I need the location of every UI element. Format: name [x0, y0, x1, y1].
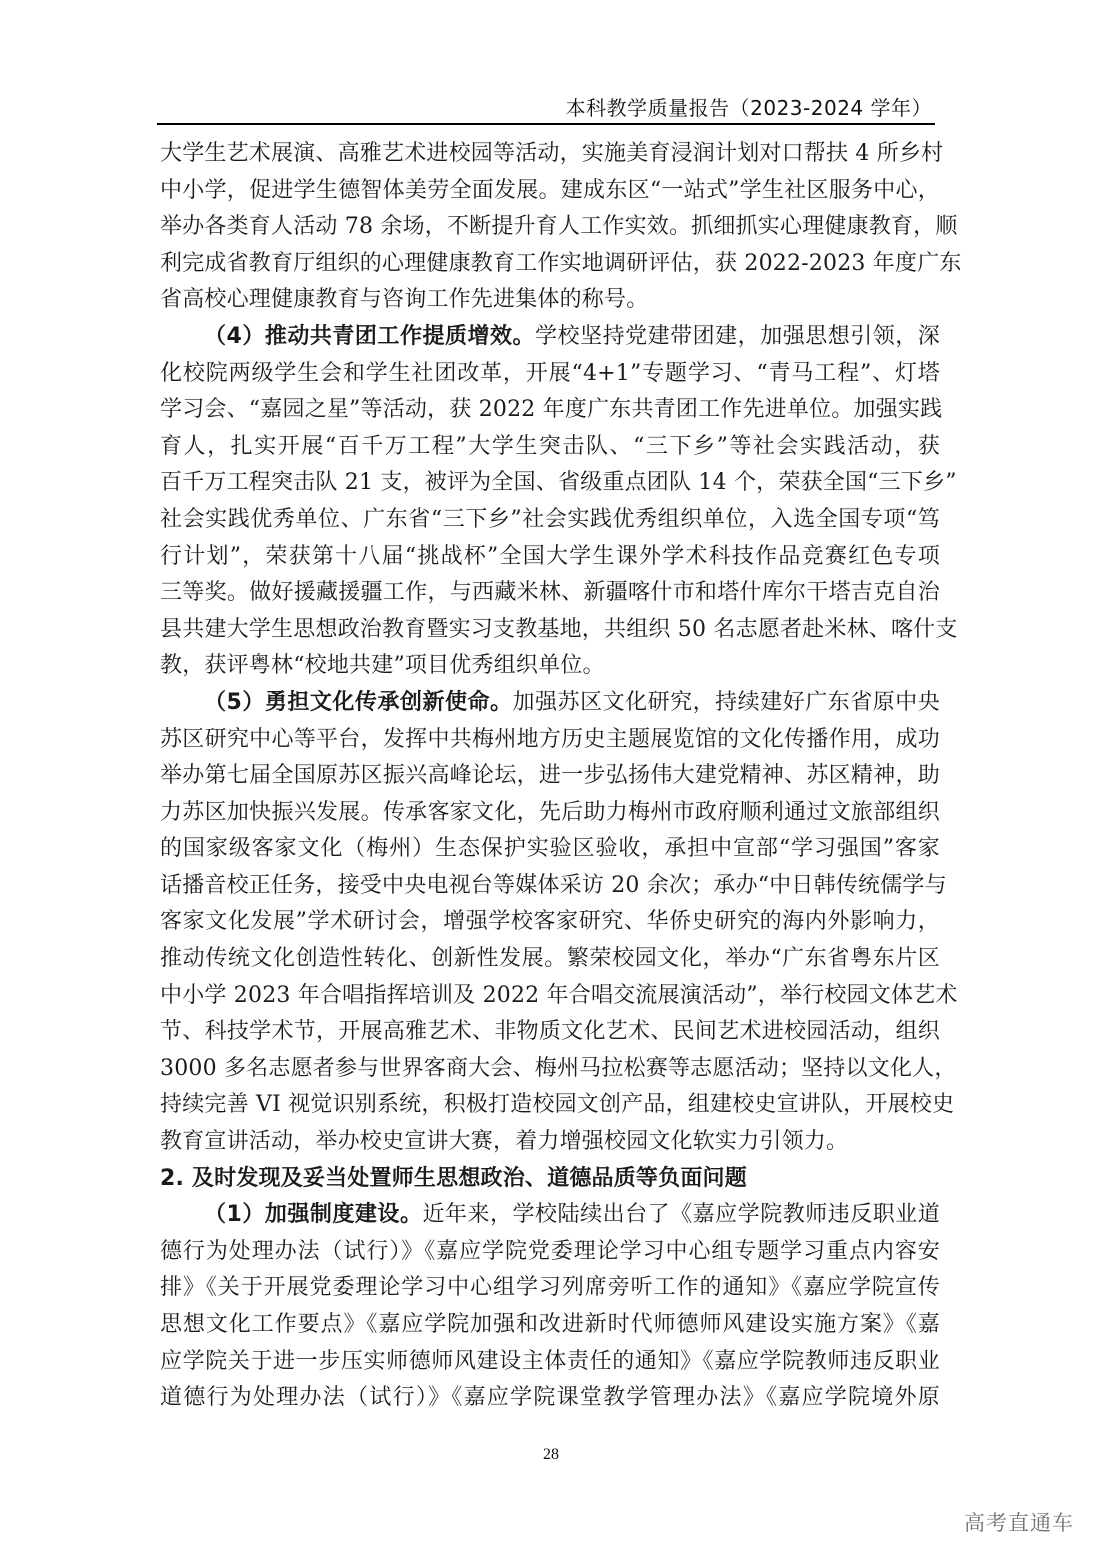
- paragraph-system-building: [160, 1197, 940, 1417]
- text-line: 三等奖。做好援藏援疆工作，与西藏米林、新疆喀什市和塔什库尔干塔吉克自治: [160, 580, 940, 606]
- paragraph-lead: （5）勇担文化传承创新使命。: [204, 689, 513, 715]
- text-line: 百千万工程突击队 21 支，被评为全国、省级重点团队 14 个，荣获全国“三下乡”: [160, 470, 957, 496]
- text-line: 推动传统文化创造性转化、创新性发展。繁荣校园文化，举办“广东省粤东片区: [160, 946, 940, 972]
- text-line: 排》《关于开展党委理论学习中心组学习列席旁听工作的通知》《嘉应学院宣传: [160, 1275, 940, 1301]
- text-line: 中小学 2023 年合唱指挥培训及 2022 年合唱交流展演活动”，举行校园文体艺术: [160, 982, 958, 1008]
- text-line: 育人，扎实开展“百千万工程”大学生突击队、“三下乡”等社会实践活动，获: [160, 433, 940, 459]
- text-line: [160, 319, 940, 356]
- text-line: 县共建大学生思想政治教育暨实习支教基地，共组织 50 名志愿者赴米林、喀什支: [160, 616, 958, 642]
- text-line: 利完成省教育厅组织的心理健康教育工作实地调研评估，获 2022-2023 年度广东: [160, 250, 962, 276]
- text-line: 化校院两级学生会和学生社团改革，开展“4+1”专题学习、“青马工程”、灯塔: [160, 360, 940, 386]
- text-line: [160, 1197, 940, 1234]
- paragraph-continuation: [160, 136, 962, 319]
- text-line: 学习会、“嘉园之星”等活动，获 2022 年度广东共青团工作先进单位。加强实践: [160, 397, 943, 423]
- paragraph-culture-heritage: [160, 685, 958, 1161]
- text-line: 教育宣讲活动，举办校史宣讲大赛，着力增强校园文化软实力引领力。: [160, 1129, 849, 1155]
- document-body: [160, 136, 962, 1417]
- page-number: 28: [543, 1446, 559, 1463]
- header-rule-divider: [157, 123, 935, 125]
- text-line: 思想文化工作要点》《嘉应学院加强和改进新时代师德师风建设实施方案》《嘉: [160, 1312, 940, 1337]
- text-line: 德行为处理办法（试行）》《嘉应学院党委理论学习中心组专题学习重点内容安: [160, 1238, 940, 1264]
- source-watermark: 高考直通车: [964, 1511, 1074, 1535]
- section-heading: 2. 及时发现及妥当处置师生思想政治、道德品质等负面问题: [160, 1165, 747, 1191]
- paragraph-text: 近年来，学校陆续出台了《嘉应学院教师违反职业道: [422, 1202, 940, 1228]
- text-line: 教，获评粤林“校地共建”项目优秀组织单位。: [160, 653, 605, 679]
- paragraph-text: 学校坚持党建带团建，加强思想引领，深: [535, 323, 941, 349]
- text-line: 应学院关于进一步压实师德师风建设主体责任的通知》《嘉应学院教师违反职业: [160, 1348, 940, 1374]
- paragraph-lead: （4）推动共青团工作提质增效。: [204, 323, 536, 349]
- text-line: 话播音校正任务，接受中央电视台等媒体采访 20 余次；承办“中日韩传统儒学与: [160, 872, 947, 898]
- text-line: 行计划”，荣获第十八届“挑战杯”全国大学生课外学术科技作品竞赛红色专项: [160, 543, 940, 569]
- text-line: [160, 685, 940, 722]
- text-line: 举办各类育人活动 78 余场，不断提升育人工作实效。抓细抓实心理健康教育，顺: [160, 214, 958, 240]
- paragraph-lead: （1）加强制度建设。: [204, 1202, 423, 1228]
- text-line: 3000 多名志愿者参与世界客商大会、梅州马拉松赛等志愿活动；坚持以文化人，: [160, 1055, 957, 1081]
- report-header-title: 本科教学质量报告（2023-2024 学年）: [565, 96, 932, 120]
- paragraph-text: 加强苏区文化研究，持续建好广东省原中央: [512, 689, 941, 715]
- text-line: 道德行为处理办法（试行）》《嘉应学院课堂教学管理办法》《嘉应学院境外原: [160, 1385, 940, 1411]
- text-line: 的国家级客家文化（梅州）生态保护实验区验收，承担中宣部“学习强国”客家: [160, 836, 940, 862]
- text-line: 苏区研究中心等平台，发挥中共梅州地方历史主题展览馆的文化传播作用，成功: [160, 726, 940, 752]
- text-line: 中小学，促进学生德智体美劳全面发展。建成东区“一站式”学生社区服务中心，: [160, 177, 940, 203]
- text-line: 社会实践优秀单位、广东省“三下乡”社会实践优秀组织单位，入选全国专项“笃: [160, 506, 940, 532]
- text-line: 省高校心理健康教育与咨询工作先进集体的称号。: [160, 287, 649, 313]
- text-line: 节、科技学术节，开展高雅艺术、非物质文化艺术、民间艺术进校园活动，组织: [160, 1019, 940, 1045]
- text-line: 大学生艺术展演、高雅艺术进校园等活动，实施美育浸润计划对口帮扶 4 所乡村: [160, 141, 944, 166]
- text-line: 举办第七届全国原苏区振兴高峰论坛，进一步弘扬伟大建党精神、苏区精神，助: [160, 763, 940, 789]
- text-line: 力苏区加快振兴发展。传承客家文化，先后助力梅州市政府顺利通过文旅部组织: [160, 799, 940, 825]
- text-line: 客家文化发展”学术研讨会，增强学校客家研究、华侨史研究的海内外影响力，: [160, 909, 940, 935]
- paragraph-youth-league: [160, 319, 958, 685]
- text-line: 持续完善 VI 视觉识别系统，积极打造校园文创产品，组建校史宣讲队，开展校史: [160, 1092, 955, 1118]
